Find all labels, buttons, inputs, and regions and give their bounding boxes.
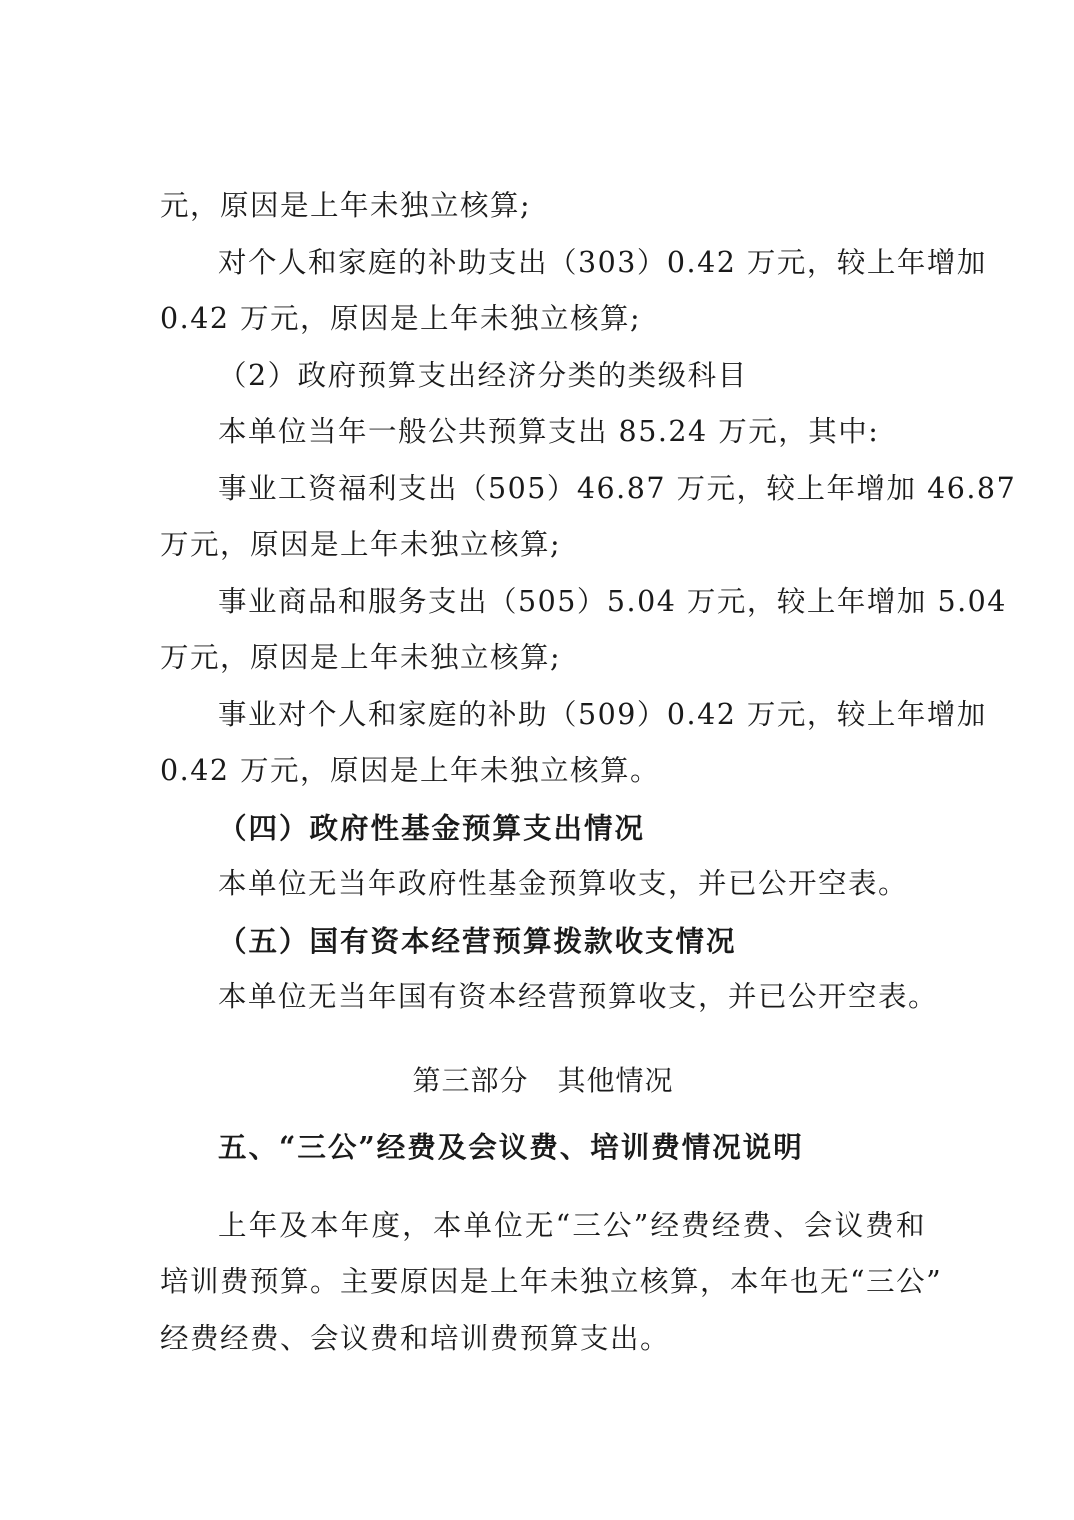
paragraph-line: 事业工资福利支出（505）46.87 万元，较上年增加 46.87 [218, 471, 1017, 505]
section-heading-4: （四）政府性基金预算支出情况 [218, 810, 646, 845]
subsection-title: （2）政府预算支出经济分类的类级科目 [218, 358, 748, 392]
document-page [160, 178, 1017, 1367]
paragraph-line: 本单位无当年国有资本经营预算收支，并已公开空表。 [218, 980, 939, 1013]
paragraph-line: 万元，原因是上年未独立核算; [160, 528, 562, 561]
paragraph-line: 对个人和家庭的补助支出（303）0.42 万元，较上年增加 [218, 245, 987, 279]
section-heading-three-public: 五、“三公”经费及会议费、培训费情况说明 [218, 1129, 804, 1164]
paragraph-line: 培训费预算。主要原因是上年未独立核算，本年也无“三公” [160, 1265, 943, 1298]
paragraph-line: 事业对个人和家庭的补助（509）0.42 万元，较上年增加 [218, 697, 987, 731]
paragraph-line: 本单位无当年政府性基金预算收支，并已公开空表。 [218, 867, 909, 900]
paragraph-line: 0.42 万元，原因是上年未独立核算。 [160, 754, 661, 787]
paragraph-line: 万元，原因是上年未独立核算; [160, 641, 562, 674]
part-title: 第三部分 其他情况 [412, 1063, 674, 1097]
paragraph-line: 经费经费、会议费和培训费预算支出。 [160, 1321, 671, 1355]
paragraph-line: 上年及本年度，本单位无“三公”经费经费、会议费和 [218, 1208, 926, 1242]
paragraph-line: 元，原因是上年未独立核算; [160, 189, 532, 222]
paragraph-line: 本单位当年一般公共预算支出 85.24 万元，其中: [218, 415, 880, 448]
paragraph-line: 事业商品和服务支出（505）5.04 万元，较上年增加 5.04 [218, 584, 1007, 618]
paragraph-line: 0.42 万元，原因是上年未独立核算; [160, 302, 642, 335]
section-heading-5: （五）国有资本经营预算拨款收支情况 [218, 923, 737, 958]
